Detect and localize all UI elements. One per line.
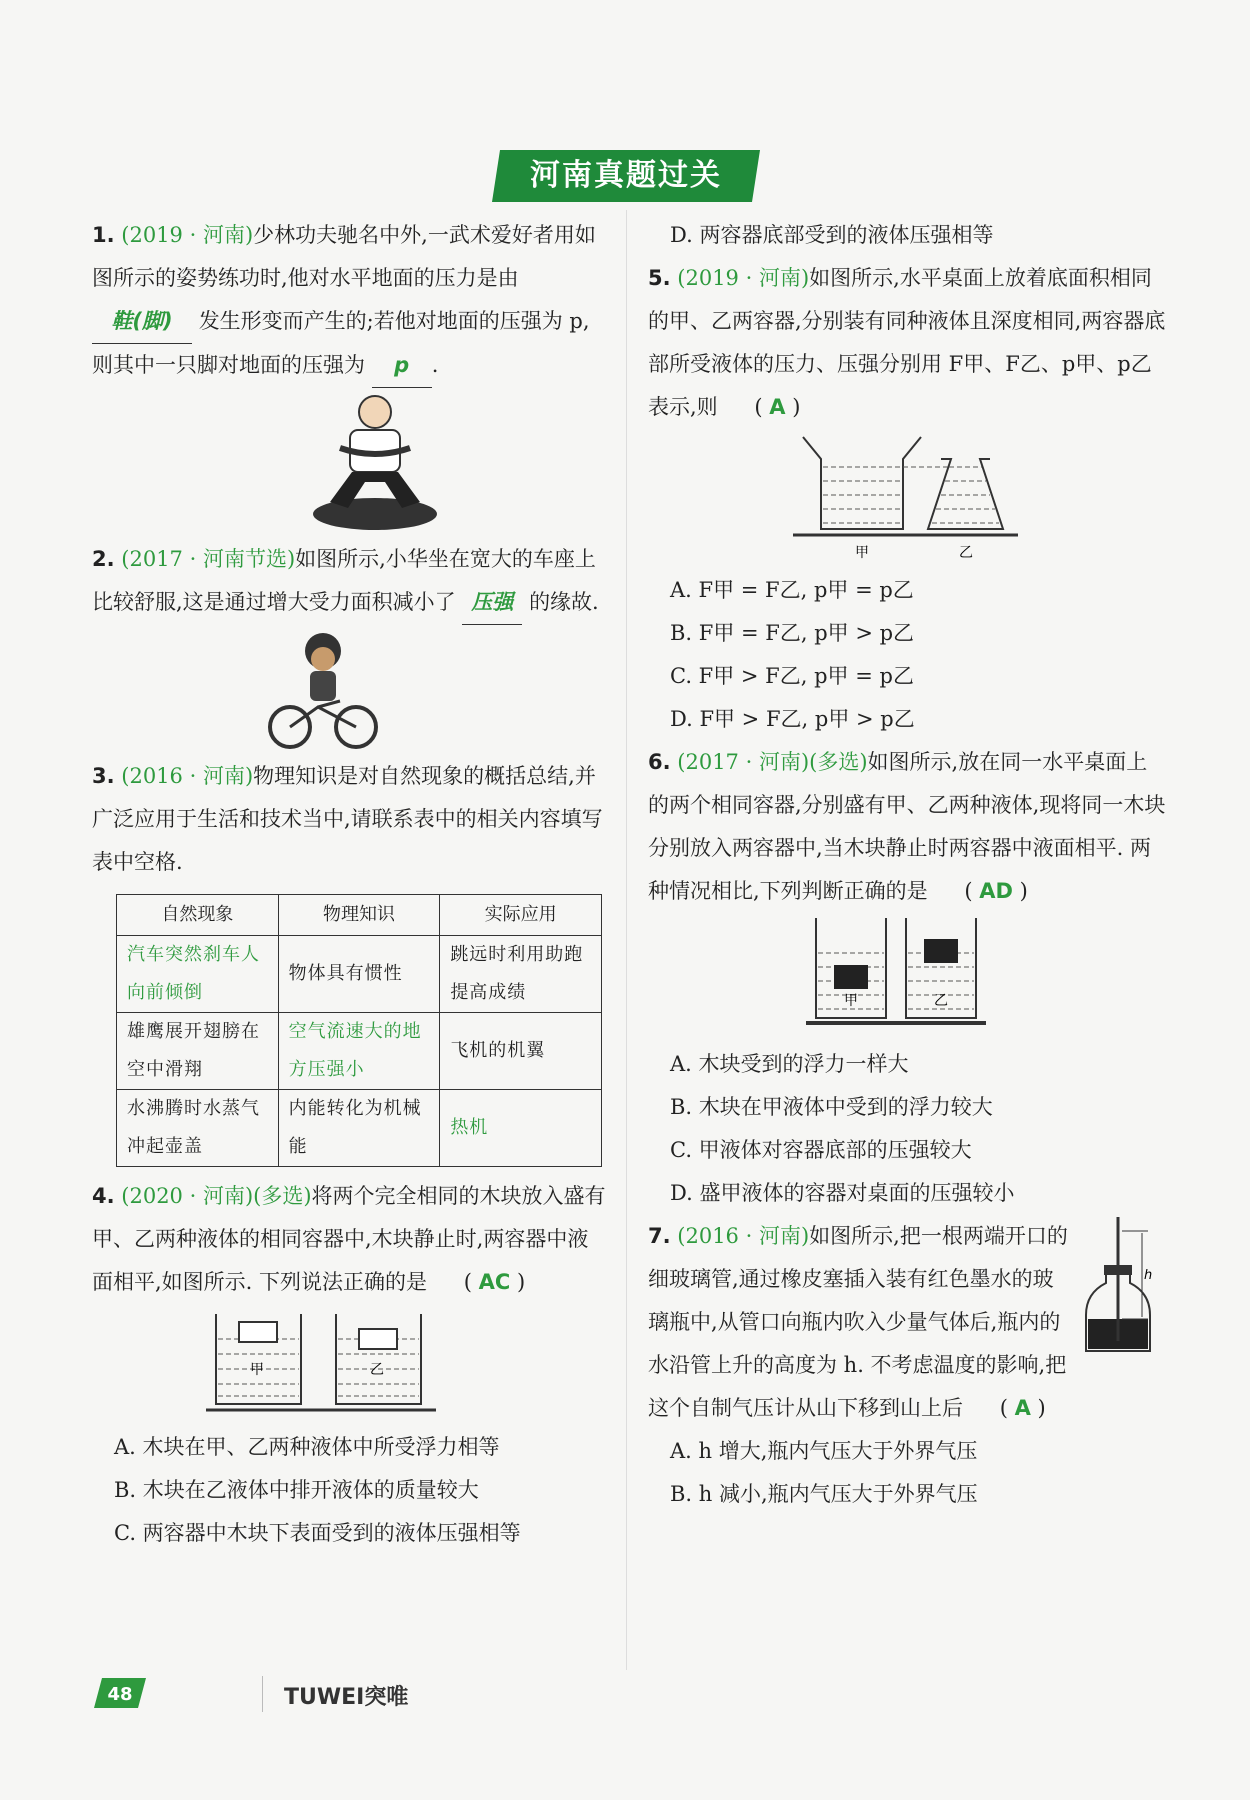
question-source: (2016 · 河南) xyxy=(121,764,254,788)
table-header-row xyxy=(117,895,602,936)
table-cell: 跳远时利用助跑提高成绩 xyxy=(440,936,602,1013)
question-4: 4. (2020 · 河南)(多选)将两个完全相同的木块放入盛有甲、乙两种液体的相同容器中,木块静止时,两容器中液面相平,如图所示. 下列说法正确的是 ( AC ) 甲 乙 A. 木块在甲、乙两种液体中所受浮力相等 B. 木块在乙液体中排开液体的质量较大 C. 两容器中木块下表面受到的液体压强相等 xyxy=(92,1175,607,1555)
table-cell: 水沸腾时水蒸气冲起壶盖 xyxy=(117,1090,279,1167)
table-row xyxy=(117,936,602,1013)
option: C. 两容器中木块下表面受到的液体压强相等 xyxy=(114,1521,521,1545)
question-source: (2016 · 河南) xyxy=(677,1224,810,1248)
question-text: 如图所示,放在同一水平桌面上的两个相同容器,分别盛有甲、乙两种液体,现将同一木块分别放入两容器中,当木块静止时两容器中液面相平. 两种情况相比,下列判断正确的是 xyxy=(648,750,1166,903)
question-source: (2017 · 河南)(多选) xyxy=(677,750,868,774)
question-text: 发生形变而产生的;若他对地面的压强为 p,则其中一只脚对地面的压强为 xyxy=(92,309,590,377)
figure-label: 甲 xyxy=(250,1362,264,1378)
question-text: 物理知识是对自然现象的概括总结,并广泛应用于生活和技术当中,请联系表中的相关内容填写表中空格. xyxy=(92,764,603,874)
table-cell-answer: 汽车突然刹车人向前倾倒 xyxy=(117,936,279,1013)
question-source: (2017 · 河南节选) xyxy=(121,547,296,571)
table-cell-answer: 空气流速大的地方压强小 xyxy=(278,1013,440,1090)
table-cell-answer: 热机 xyxy=(440,1090,602,1167)
question-text: 将两个完全相同的木块放入盛有甲、乙两种液体的相同容器中,木块静止时,两容器中液面相平,如图所示. 下列说法正确的是 xyxy=(92,1184,606,1294)
figure-label: 乙 xyxy=(959,545,973,561)
table-header: 自然现象 xyxy=(117,895,279,936)
figure-label: 甲 xyxy=(855,545,869,561)
martial-artist-figure xyxy=(300,390,450,535)
option: D. 两容器底部受到的液体压强相等 xyxy=(670,223,994,247)
question-text: 如图所示,把一根两端开口的细玻璃管,通过橡皮塞插入装有红色墨水的玻璃瓶中,从管口向瓶内吹入少量气体后,瓶内的水沿管上升的高度为 h. 不考虑温度的影响,把这个自制气压计从山下移到山上后 xyxy=(648,1224,1068,1420)
wood-block xyxy=(924,939,958,963)
table-header: 实际应用 xyxy=(440,895,602,936)
option: C. 甲液体对容器底部的压强较大 xyxy=(670,1138,972,1162)
question-7: h 7. (2016 · 河南)如图所示,把一根两端开口的细玻璃管,通过橡皮塞插入装有红色墨水的玻璃瓶中,从管口向瓶内吹入少量气体后,瓶内的水沿管上升的高度为 h. 不考虑温度的影响,把这个自制气压计从山下移到山上后 ( A ) xyxy=(648,1215,1168,1430)
figure-containers-shapes xyxy=(648,429,1168,569)
option: D. F甲 > F乙, p甲 > p乙 xyxy=(670,707,915,731)
barometer-figure xyxy=(1078,1211,1168,1361)
brand-logo: TUWEI突唯 xyxy=(284,1685,409,1710)
page-number: 48 xyxy=(107,1684,133,1705)
wood-block xyxy=(239,1322,277,1342)
section-title: 河南真题过关 xyxy=(530,158,722,193)
choice-answer: A xyxy=(1014,1396,1031,1420)
figure-label: 甲 xyxy=(844,993,858,1009)
choice-answer: A xyxy=(769,395,786,419)
option: B. h 减小,瓶内气压大于外界气压 xyxy=(670,1482,978,1506)
question-number: 5. xyxy=(648,266,671,290)
option: B. F甲 = F乙, p甲 > p乙 xyxy=(670,621,915,645)
right-column xyxy=(648,214,1168,1516)
column-divider xyxy=(626,210,627,1670)
question-text: 如图所示,水平桌面上放着底面积相同的甲、乙两容器,分别装有同种液体且深度相同,两容器底部所受液体的压力、压强分别用 F甲、F乙、p甲、p乙 表示,则 xyxy=(648,266,1166,419)
table-cell: 内能转化为机械能 xyxy=(278,1090,440,1167)
question-source: (2020 · 河南)(多选) xyxy=(121,1184,312,1208)
figure-label: 乙 xyxy=(934,993,948,1009)
wood-block xyxy=(834,965,868,989)
wood-block xyxy=(359,1329,397,1349)
question-number: 6. xyxy=(648,750,671,774)
option: B. 木块在乙液体中排开液体的质量较大 xyxy=(114,1478,479,1502)
question-text: 如图所示,小华坐在宽大的车座上比较舒服,这是通过增大受力面积减小了 xyxy=(92,547,596,614)
question-number: 4. xyxy=(92,1184,115,1208)
page-number-badge xyxy=(94,1678,146,1708)
question-number: 7. xyxy=(648,1224,671,1248)
figure-two-containers-blocks xyxy=(648,913,1168,1043)
figure-label: 乙 xyxy=(370,1362,384,1378)
table-cell: 物体具有惯性 xyxy=(278,936,440,1013)
option: B. 木块在甲液体中受到的浮力较大 xyxy=(670,1095,993,1119)
question-number: 1. xyxy=(92,223,115,247)
table-row xyxy=(117,1090,602,1167)
question-source: (2019 · 河南) xyxy=(677,266,810,290)
option: A. F甲 = F乙, p甲 = p乙 xyxy=(670,578,914,602)
option: A. h 增大,瓶内气压大于外界气压 xyxy=(670,1439,978,1463)
figure-label: h xyxy=(1144,1268,1153,1283)
option: C. F甲 > F乙, p甲 = p乙 xyxy=(670,664,914,688)
choice-answer: AD xyxy=(979,879,1013,903)
figure-cyclist xyxy=(92,625,607,755)
table-cell: 雄鹰展开翅膀在空中滑翔 xyxy=(117,1013,279,1090)
table-cell: 飞机的机翼 xyxy=(440,1013,602,1090)
question-3 xyxy=(92,755,607,1167)
question-number: 3. xyxy=(92,764,115,788)
question-1 xyxy=(92,214,607,538)
containers-figure xyxy=(206,1304,446,1424)
question-6: 6. (2017 · 河南)(多选)如图所示,放在同一水平桌面上的两个相同容器,分别盛有甲、乙两种液体,现将同一木块分别放入两容器中,当木块静止时两容器中液面相平. 两种情况相比,下列判断正确的是 ( AD ) 甲 乙 A. 木块受到的浮力一样大 B. 木块在甲液体中受到的浮力较大 C. 甲液体对容器底部的压强较大 D. 盛甲液体的容器对桌面的压强较小 xyxy=(648,741,1168,1215)
answer-blank: 鞋(脚) xyxy=(92,300,192,344)
answer-blank: 压强 xyxy=(462,581,522,625)
section-banner xyxy=(492,150,760,202)
cyclist-figure xyxy=(268,629,378,754)
option: A. 木块在甲、乙两种液体中所受浮力相等 xyxy=(114,1435,500,1459)
question-2 xyxy=(92,538,607,755)
option: A. 木块受到的浮力一样大 xyxy=(670,1052,909,1076)
blocks-figure xyxy=(806,913,1006,1038)
option: D. 盛甲液体的容器对桌面的压强较小 xyxy=(670,1181,1015,1205)
question-source: (2019 · 河南) xyxy=(121,223,254,247)
question-text: . xyxy=(431,353,439,377)
footer-divider xyxy=(262,1676,263,1712)
question-5: 5. (2019 · 河南)如图所示,水平桌面上放着底面积相同的甲、乙两容器,分别装有同种液体且深度相同,两容器底部所受液体的压力、压强分别用 F甲、F乙、p甲、p乙 表示,则 ( A ) 甲 乙 A. F甲 = F乙, p甲 = p乙 B. F甲 = F乙, p甲 > p乙 C. F甲 > F乙, p甲 = p乙 D. F甲 > F乙, p甲 > p乙 xyxy=(648,257,1168,741)
containers-shapes-figure xyxy=(793,429,1033,565)
table-row xyxy=(117,1013,602,1090)
knowledge-table xyxy=(116,894,602,1167)
table-header: 物理知识 xyxy=(278,895,440,936)
answer-blank: p xyxy=(372,344,432,388)
figure-two-containers xyxy=(92,1304,607,1426)
left-column xyxy=(92,214,607,1555)
question-text: 少林功夫驰名中外,一武术爱好者用如图所示的姿势练功时,他对水平地面的压力是由 xyxy=(92,223,596,290)
question-number: 2. xyxy=(92,547,115,571)
question-text: 的缘故. xyxy=(529,590,599,614)
choice-answer: AC xyxy=(478,1270,511,1294)
figure-martial-artist xyxy=(92,388,607,538)
